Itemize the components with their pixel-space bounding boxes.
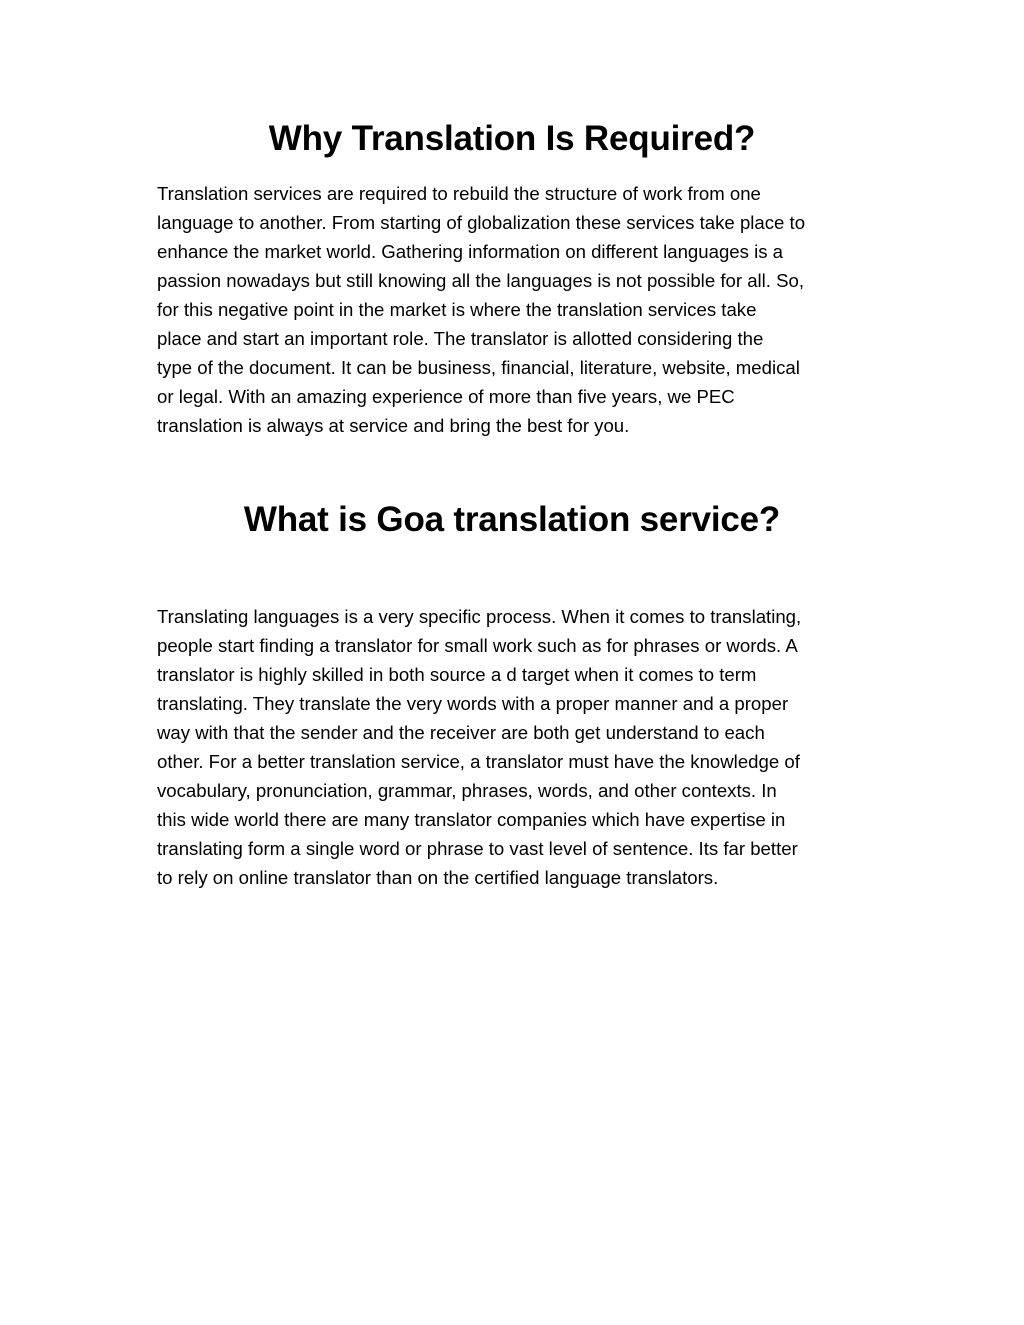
paragraph-line: for this negative point in the market is where the translation services take xyxy=(157,299,757,320)
paragraph-line: translator is highly skilled in both source a d target when it comes to term xyxy=(157,664,757,685)
paragraph-line: people start finding a translator for small work such as for phrases or words. A xyxy=(157,635,798,656)
paragraph-line: to rely on online translator than on the certified language translators. xyxy=(157,867,719,888)
paragraph-line: Translating languages is a very specific process. When it comes to translating, xyxy=(157,606,802,627)
paragraph-line: this wide world there are many translator companies which have expertise in xyxy=(157,809,786,830)
section-heading-goa-translation: What is Goa translation service? xyxy=(243,500,781,539)
paragraph-line: passion nowadays but still knowing all the languages is not possible for all. So, xyxy=(157,270,805,291)
paragraph-line: vocabulary, pronunciation, grammar, phrases, words, and other contexts. In xyxy=(157,780,777,801)
paragraph-line: language to another. From starting of globalization these services take place to xyxy=(157,212,806,233)
section-paragraph-goa-translation xyxy=(157,602,869,892)
paragraph-line: or legal. With an amazing experience of more than five years, we PEC xyxy=(157,386,735,407)
paragraph-line: translation is always at service and bring the best for you. xyxy=(157,415,630,436)
paragraph-line: other. For a better translation service, a translator must have the knowledge of xyxy=(157,751,800,772)
paragraph-line: translating form a single word or phrase to vast level of sentence. Its far better xyxy=(157,838,798,859)
section-heading-why-translation: Why Translation Is Required? xyxy=(268,119,756,158)
paragraph-line: translating. They translate the very words with a proper manner and a proper xyxy=(157,693,789,714)
paragraph-line: type of the document. It can be business, financial, literature, website, medical xyxy=(157,357,800,378)
paragraph-line: way with that the sender and the receiver are both get understand to each xyxy=(157,722,765,743)
paragraph-line: place and start an important role. The translator is allotted considering the xyxy=(157,328,764,349)
paragraph-line: Translation services are required to rebuild the structure of work from one xyxy=(157,183,761,204)
paragraph-line: enhance the market world. Gathering information on different languages is a xyxy=(157,241,784,262)
section-paragraph-why-translation xyxy=(157,179,869,440)
